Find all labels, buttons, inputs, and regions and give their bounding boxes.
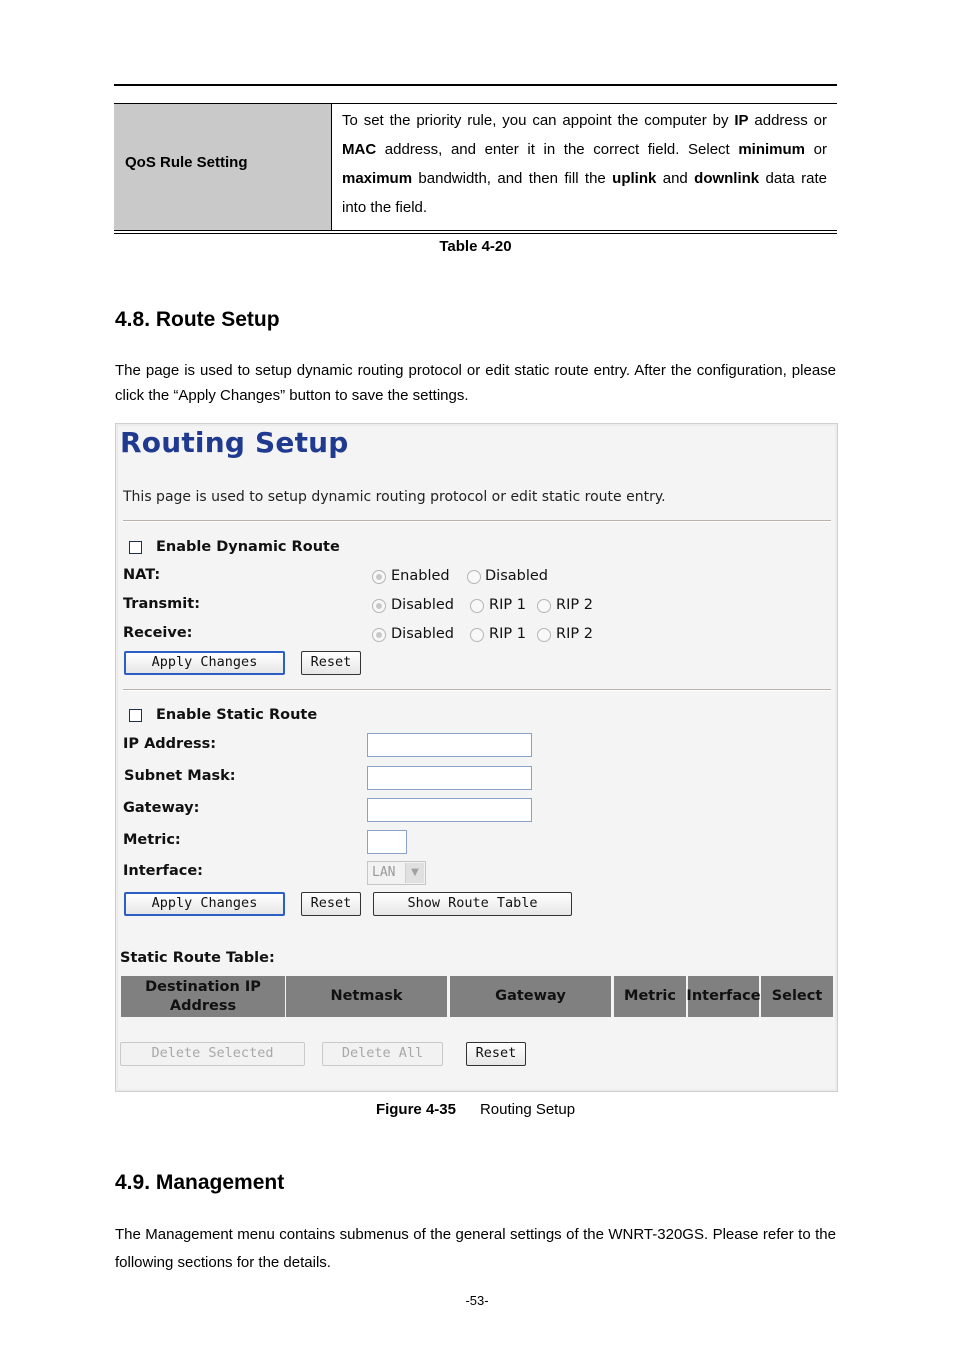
column-header-netmask: Netmask [286,976,447,1017]
qos-key-cell [114,104,332,230]
qos-desc-text: and [656,170,695,187]
transmit-rip1-radio[interactable] [470,599,484,613]
nat-disabled-radio[interactable] [467,570,481,584]
transmit-rip2-radio[interactable] [537,599,551,613]
qos-desc-bold: uplink [612,170,657,187]
transmit-rip1-label: RIP 1 [489,597,526,613]
transmit-label: Transmit: [123,596,200,612]
qos-desc-bold: minimum [738,141,806,158]
metric-label: Metric: [123,832,181,848]
show-route-table-button[interactable]: Show Route Table [373,892,572,916]
section-heading-management: 4.9. Management [115,1171,285,1194]
nat-enabled-radio[interactable] [372,570,386,584]
static-reset-button[interactable]: Reset [301,892,361,916]
subnet-mask-label: Subnet Mask: [124,768,236,784]
receive-rip2-label: RIP 2 [556,626,593,642]
gateway-input[interactable] [367,798,532,822]
ip-address-input[interactable] [367,733,532,757]
enable-dynamic-route-label: Enable Dynamic Route [156,539,340,555]
enable-static-route-checkbox[interactable] [129,709,142,722]
gateway-label: Gateway: [123,800,200,816]
receive-rip1-radio[interactable] [470,628,484,642]
figure-caption-text: Routing Setup [479,1101,576,1118]
table-reset-button[interactable]: Reset [466,1042,526,1066]
enable-static-route-label: Enable Static Route [156,707,318,723]
table-caption: Table 4-20 [439,238,512,255]
qos-desc-bold: IP [734,112,749,129]
qos-desc-text: or [805,141,827,158]
routing-setup-screenshot [115,423,838,1092]
qos-desc-text: address or [748,112,827,129]
chevron-down-icon: ▼ [405,863,424,883]
qos-key-label: QoS Rule Setting [125,154,248,171]
route-setup-paragraph: The page is used to setup dynamic routing protocol or edit static route entry. After the configuration, please click the “Apply Changes” button to save the settings. [115,362,836,404]
column-header-gateway: Gateway [450,976,611,1017]
receive-disabled-label: Disabled [391,626,454,642]
receive-rip2-radio[interactable] [537,628,551,642]
qos-desc-text: address, and enter it in the correct field. Select [376,141,739,158]
qos-desc-text: To set the priority rule, you can appoint the computer by [342,112,735,129]
management-paragraph: The Management menu contains submenus of the general settings of the WNRT-320GS. Please refer to the following sections for the details. [115,1226,836,1271]
receive-disabled-radio[interactable] [372,628,386,642]
dynamic-reset-button[interactable]: Reset [301,651,361,675]
figure-caption [115,1101,836,1118]
divider [123,689,831,691]
page-number: -53- [465,1293,489,1308]
divider [123,520,831,522]
section-heading-route-setup: 4.8. Route Setup [115,308,280,331]
header-rule [114,84,837,86]
nat-disabled-label: Disabled [485,568,548,584]
receive-rip1-label: RIP 1 [489,626,526,642]
transmit-disabled-label: Disabled [391,597,454,613]
transmit-disabled-radio[interactable] [372,599,386,613]
dynamic-apply-changes-button[interactable]: Apply Changes [124,651,285,675]
qos-desc-bold: MAC [342,141,377,158]
static-apply-changes-button[interactable]: Apply Changes [124,892,285,916]
column-header-interface: Interface [688,976,759,1017]
qos-desc-text: bandwidth, and then fill the [412,170,613,187]
ip-address-label: IP Address: [123,736,217,752]
interface-label: Interface: [123,863,203,879]
receive-label: Receive: [123,625,193,641]
column-header-metric: Metric [614,976,686,1017]
qos-desc-bold: maximum [342,170,413,187]
column-header-select: Select [761,976,833,1017]
page-title: Routing Setup [120,426,349,459]
qos-description [342,106,827,222]
page-subtitle: This page is used to setup dynamic routing protocol or edit static route entry. [123,489,666,505]
nat-enabled-label: Enabled [391,568,450,584]
delete-selected-button[interactable]: Delete Selected [120,1042,305,1066]
static-route-table-title: Static Route Table: [120,950,275,966]
figure-caption-label: Figure 4-35 [375,1101,456,1118]
metric-input[interactable] [367,830,407,854]
interface-select-value: LAN [372,865,396,880]
column-header-destination: Destination IP Address [121,976,285,1017]
enable-dynamic-route-checkbox[interactable] [129,541,142,554]
subnet-mask-input[interactable] [367,766,532,790]
qos-desc-bold: downlink [694,170,760,187]
qos-rule-table [114,103,837,232]
transmit-rip2-label: RIP 2 [556,597,593,613]
delete-all-button[interactable]: Delete All [322,1042,443,1066]
nat-label: NAT: [123,567,161,583]
qos-desc-text: data rate into the field. [342,170,827,216]
interface-select[interactable] [367,861,426,885]
